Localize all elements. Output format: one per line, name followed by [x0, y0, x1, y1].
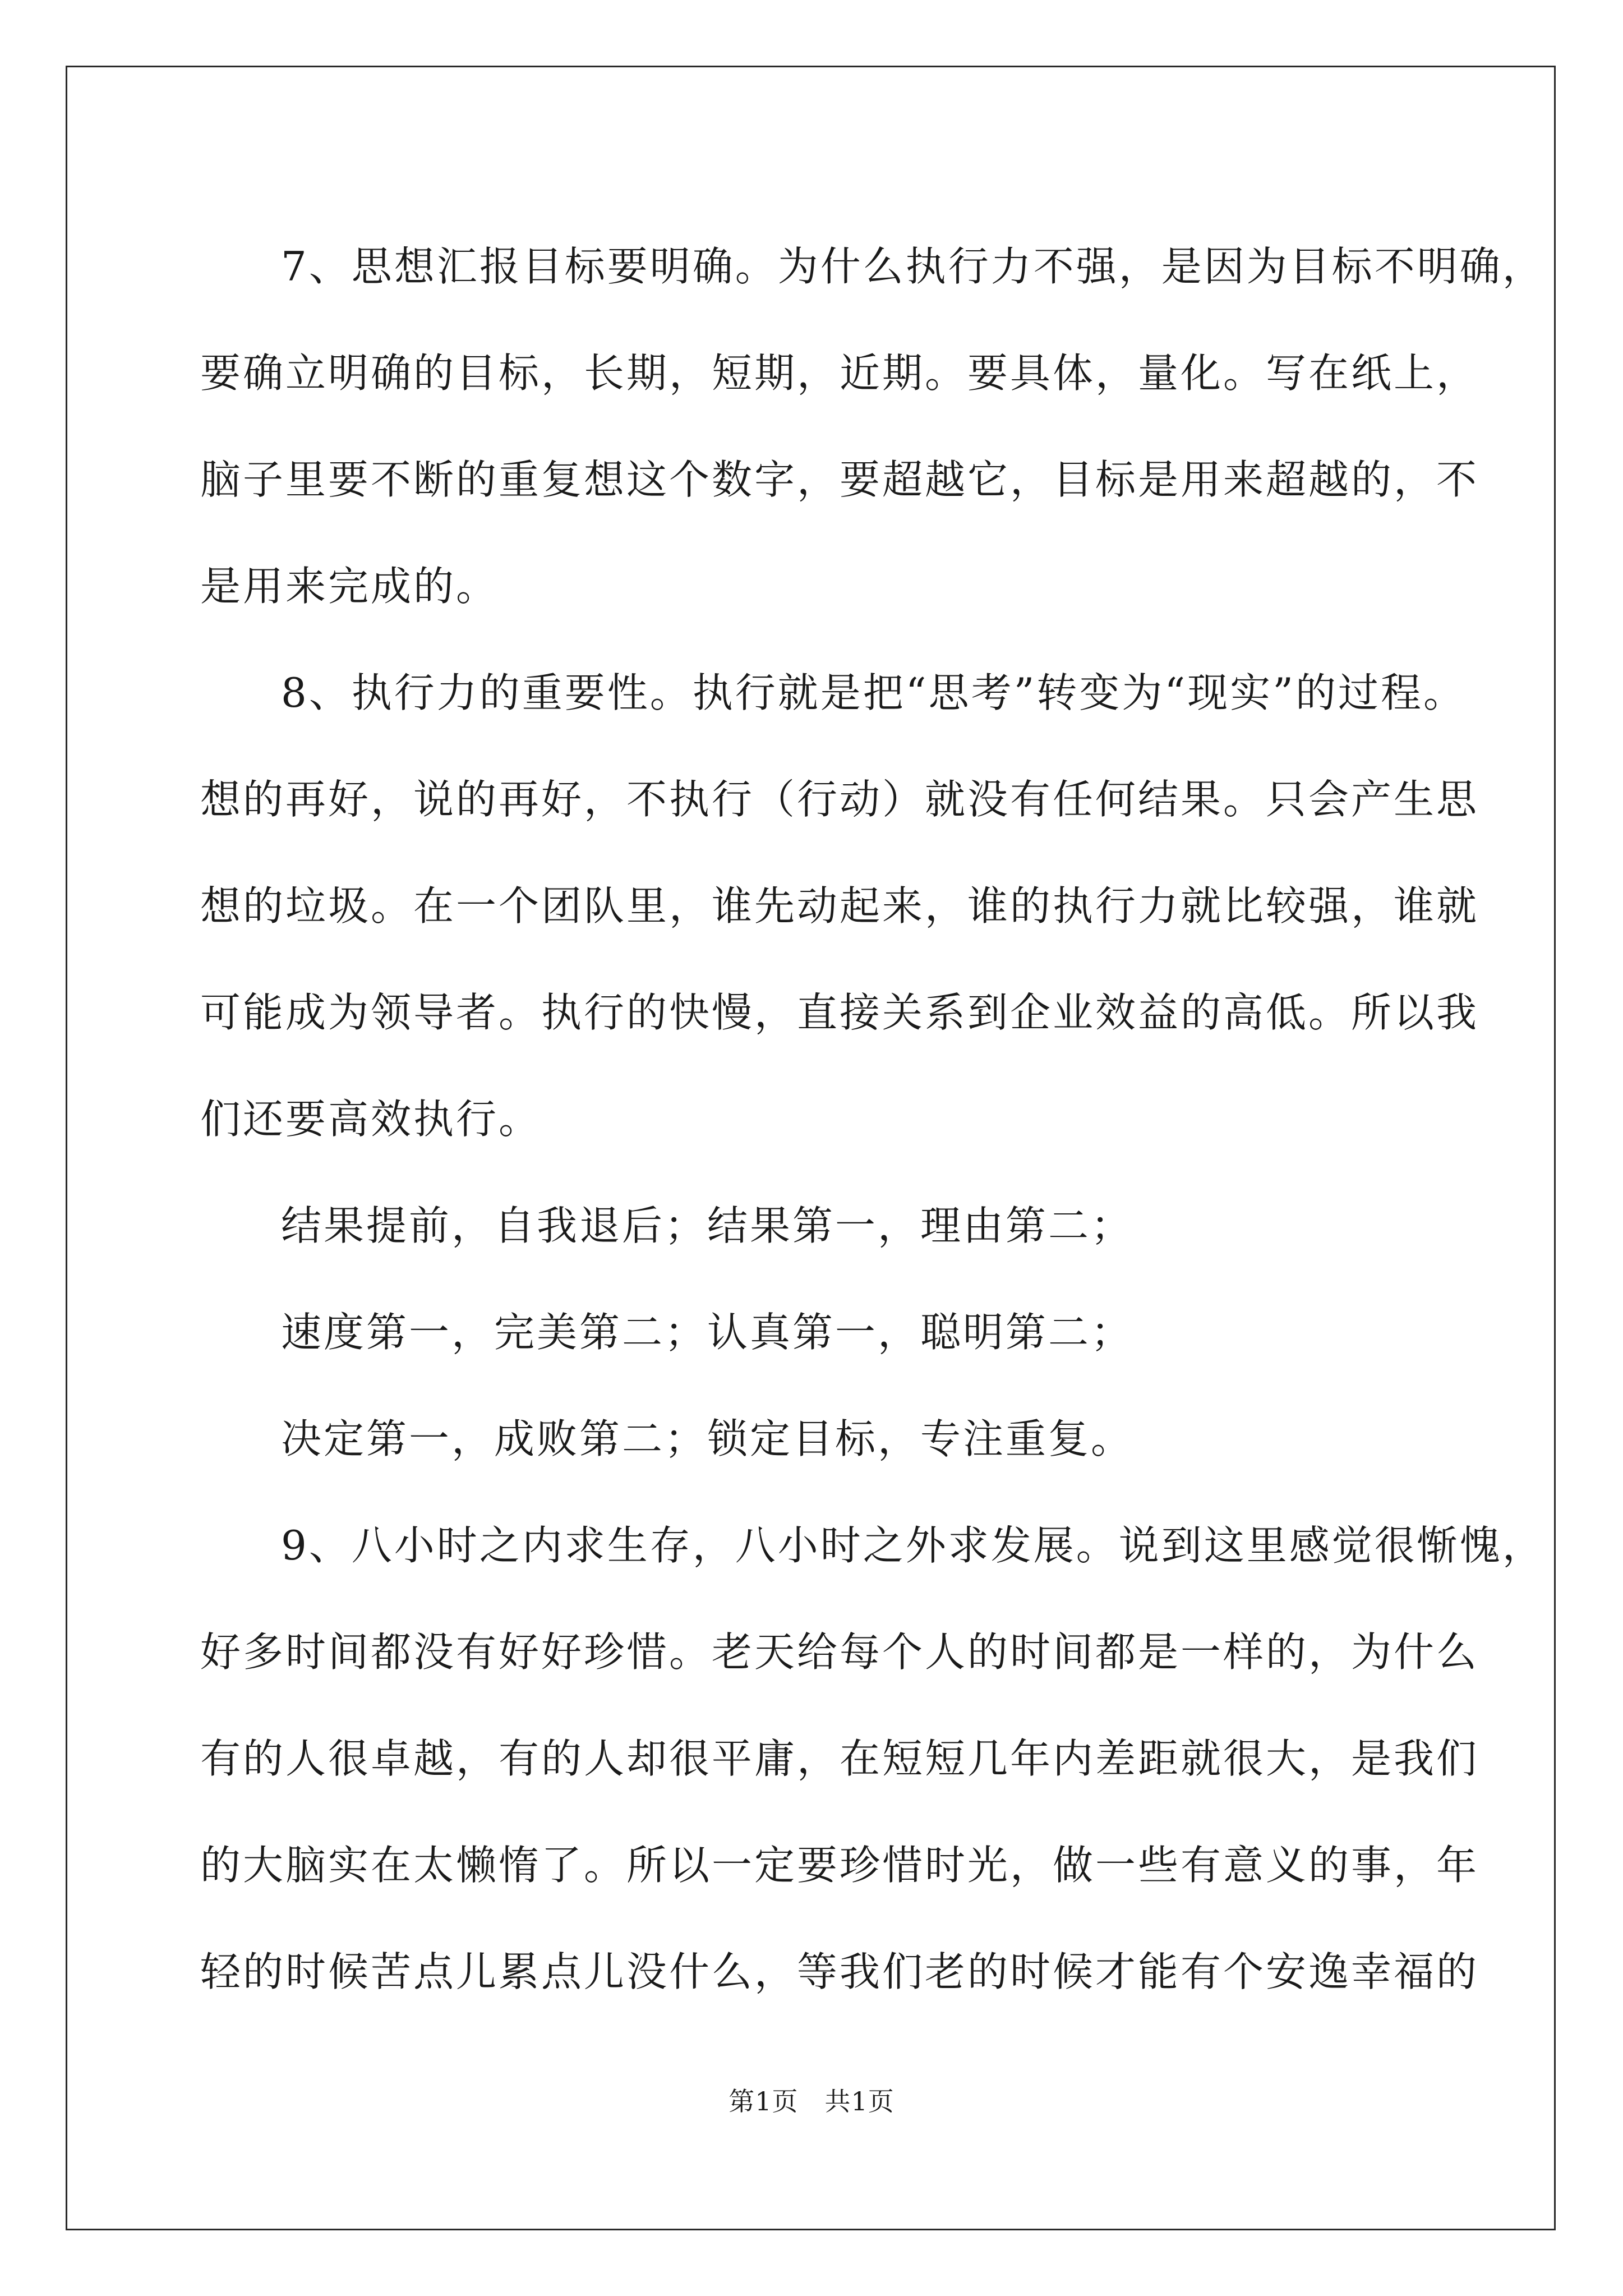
- paragraph-line: 想的再好，说的再好，不执行（行动）就没有任何结果。只会产生思: [200, 776, 1479, 823]
- document-body: [200, 213, 1545, 2025]
- paragraph-line: 是用来完成的。: [200, 563, 499, 610]
- motto-line-3: [200, 1386, 1434, 1492]
- paragraph-7: [200, 213, 1545, 639]
- paragraph-line: 7、思想汇报目标要明确。为什么执行力不强，是因为目标不明确，: [281, 243, 1545, 290]
- paragraph-line: 决定第一，成败第二；锁定目标，专注重复。: [281, 1415, 1134, 1462]
- paragraph-line: 要确立明确的目标，长期，短期，近期。要具体，量化。写在纸上，: [200, 349, 1479, 397]
- page-total: 共1页: [824, 2086, 895, 2116]
- paragraph-line: 结果提前，自我退后；结果第一，理由第二；: [281, 1202, 1134, 1249]
- paragraph-line: 9、八小时之内求生存，八小时之外求发展。说到这里感觉很惭愧，: [281, 1522, 1545, 1569]
- page-footer: [0, 2081, 1623, 2118]
- paragraph-8: [200, 639, 1479, 1172]
- motto-line-2: [200, 1279, 1434, 1386]
- paragraph-line: 速度第一，完美第二；认真第一，聪明第二；: [281, 1309, 1134, 1356]
- paragraph-line: 的大脑实在太懒惰了。所以一定要珍惜时光，做一些有意义的事，年: [200, 1842, 1479, 1889]
- paragraph-line: 脑子里要不断的重复想这个数字，要超越它，目标是用来超越的，不: [200, 456, 1479, 503]
- paragraph-line: 有的人很卓越，有的人却很平庸，在短短几年内差距就很大，是我们: [200, 1735, 1479, 1782]
- paragraph-line: 想的垃圾。在一个团队里，谁先动起来，谁的执行力就比较强，谁就: [200, 882, 1479, 930]
- motto-line-1: [200, 1172, 1434, 1279]
- paragraph-line: 8、执行力的重要性。执行就是把“思考”转变为“现实”的过程。: [281, 669, 1467, 716]
- paragraph-line: 轻的时候苦点儿累点儿没什么，等我们老的时候才能有个安逸幸福的: [200, 1948, 1479, 1995]
- paragraph-line: 好多时间都没有好好珍惜。老天给每个人的时间都是一样的，为什么: [200, 1628, 1479, 1676]
- paragraph-9: [200, 1492, 1545, 2025]
- page-number: 第1页: [728, 2086, 799, 2116]
- paragraph-line: 可能成为领导者。执行的快慢，直接关系到企业效益的高低。所以我: [200, 989, 1479, 1036]
- paragraph-line: 们还要高效执行。: [200, 1096, 542, 1143]
